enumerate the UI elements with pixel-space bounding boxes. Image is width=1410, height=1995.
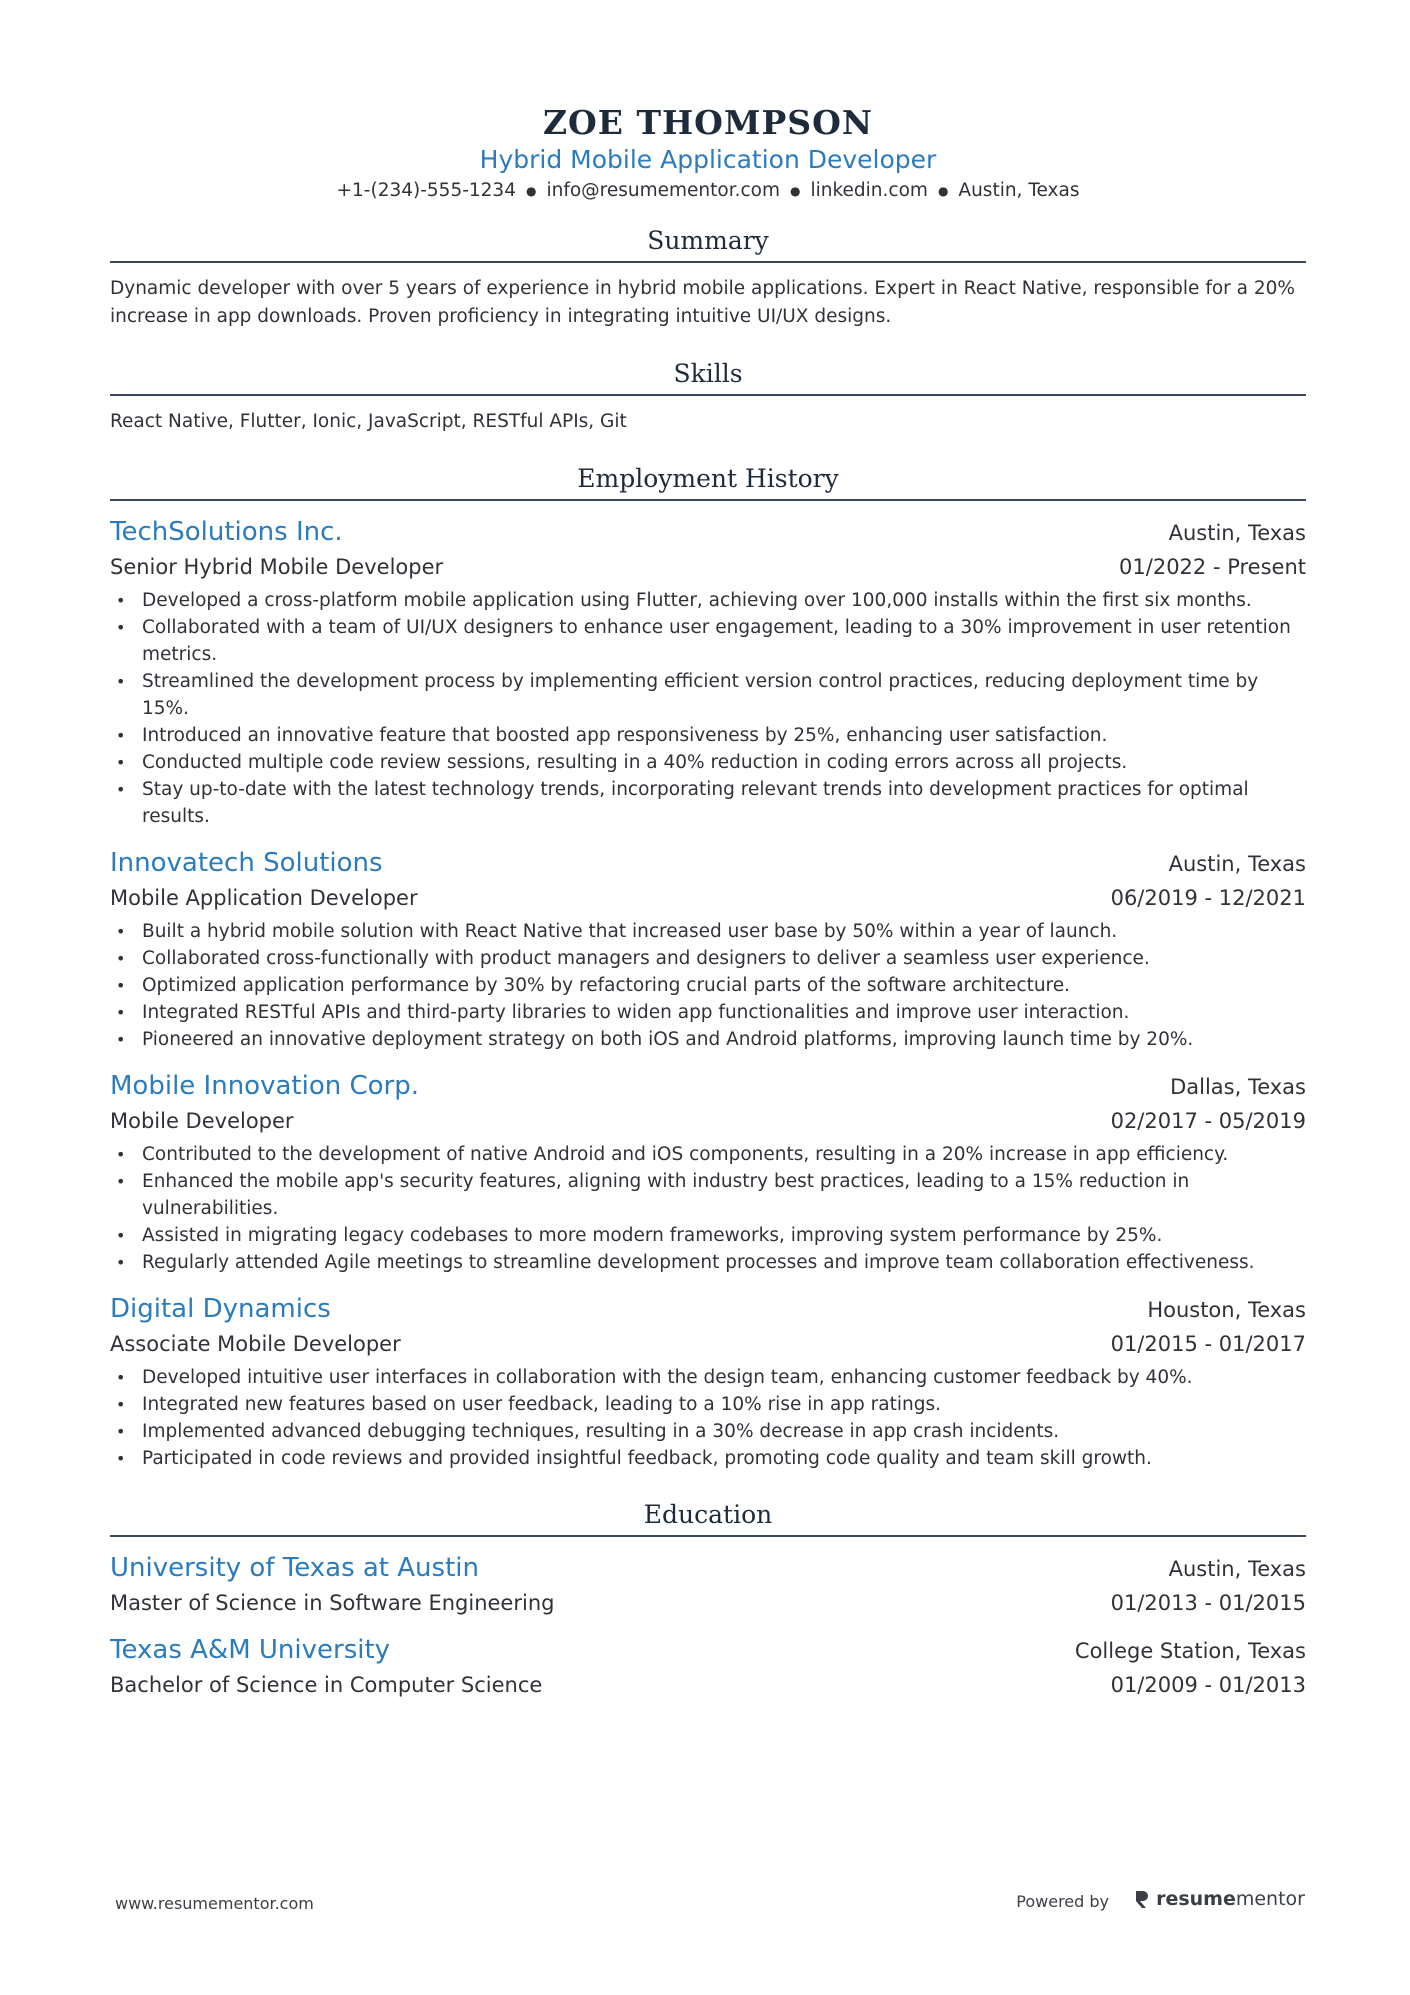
job-subheader <box>110 1328 1306 1360</box>
education-location: Austin, Texas <box>1168 1557 1306 1581</box>
section-heading-text: Education <box>643 1500 773 1529</box>
section-heading-text: Skills <box>673 359 743 388</box>
education-subheader <box>110 1669 1306 1701</box>
contact-linkedin[interactable]: linkedin.com <box>810 180 928 201</box>
education-degree: Bachelor of Science in Computer Science <box>110 1673 543 1697</box>
job-entry <box>110 844 1306 1053</box>
job-header <box>110 513 1306 551</box>
job-bullets <box>110 1141 1306 1276</box>
candidate-name: ZOE THOMPSON <box>542 103 874 142</box>
contact-line <box>110 176 1306 206</box>
brand-light-text: mentor <box>1235 1888 1305 1910</box>
separator-dot-icon: ● <box>937 184 949 198</box>
job-subheader <box>110 882 1306 914</box>
list-item: • Collaborated with a team of UI/UX designers to enhance user engagement, leading to a 30% improvement in user retention metrics. <box>110 614 1306 668</box>
education-dates: 01/2009 - 01/2013 <box>1110 1673 1306 1697</box>
list-item: • Introduced an innovative feature that boosted app responsiveness by 25%, enhancing user satisfaction. <box>110 722 1306 749</box>
section-skills-heading <box>110 359 1306 396</box>
job-entry <box>110 513 1306 830</box>
education-school: Texas A&M University <box>110 1635 391 1665</box>
separator-dot-icon: ● <box>525 184 537 198</box>
job-subheader <box>110 551 1306 583</box>
job-company: Mobile Innovation Corp. <box>110 1071 419 1101</box>
job-header <box>110 1067 1306 1105</box>
list-item: • Integrated new features based on user feedback, leading to a 10% rise in app ratings. <box>110 1391 1306 1418</box>
resume-header <box>110 100 1306 206</box>
job-role: Mobile Developer <box>110 1109 294 1133</box>
footer-site-link[interactable]: www.resumementor.com <box>115 1894 314 1913</box>
education-dates: 01/2013 - 01/2015 <box>1110 1591 1306 1615</box>
list-item: • Built a hybrid mobile solution with React Native that increased user base by 50% within a year of launch. <box>110 918 1306 945</box>
footer-powered-by: Powered by <box>1016 1892 1109 1911</box>
job-entry <box>110 1067 1306 1276</box>
education-entry <box>110 1549 1306 1619</box>
candidate-title: Hybrid Mobile Application Developer <box>479 145 937 174</box>
section-education-heading <box>110 1500 1306 1537</box>
job-location: Houston, Texas <box>1147 1298 1306 1322</box>
list-item: • Conducted multiple code review sessions, resulting in a 40% reduction in coding errors across all projects. <box>110 749 1306 776</box>
education-subheader <box>110 1587 1306 1619</box>
job-subheader <box>110 1105 1306 1137</box>
job-bullets <box>110 918 1306 1053</box>
list-item: • Optimized application performance by 30% by refactoring crucial parts of the software architecture. <box>110 972 1306 999</box>
list-item: • Assisted in migrating legacy codebases to more modern frameworks, improving system performance by 25%. <box>110 1222 1306 1249</box>
job-company: Innovatech Solutions <box>110 848 383 878</box>
education-entry <box>110 1631 1306 1701</box>
list-item: • Implemented advanced debugging techniques, resulting in a 30% decrease in app crash incidents. <box>110 1418 1306 1445</box>
list-item: • Collaborated cross-functionally with product managers and designers to deliver a seamless user experience. <box>110 945 1306 972</box>
education-header <box>110 1631 1306 1669</box>
footer-brand-logo[interactable] <box>1134 1888 1305 1910</box>
job-company: TechSolutions Inc. <box>110 517 343 547</box>
list-item: • Stay up-to-date with the latest technology trends, incorporating relevant trends into development practices for optimal results. <box>110 776 1306 830</box>
education-list <box>110 1549 1306 1701</box>
job-role: Mobile Application Developer <box>110 886 418 910</box>
job-entry <box>110 1290 1306 1472</box>
skills-text: React Native, Flutter, Ionic, JavaScript, RESTful APIs, Git <box>110 411 627 432</box>
contact-location: Austin, Texas <box>958 180 1080 201</box>
job-dates: 01/2015 - 01/2017 <box>1110 1332 1306 1356</box>
job-dates: 06/2019 - 12/2021 <box>1110 886 1306 910</box>
list-item: • Streamlined the development process by implementing efficient version control practices, reducing deployment time by 15%. <box>110 668 1306 722</box>
education-location: College Station, Texas <box>1074 1639 1306 1663</box>
education-header <box>110 1549 1306 1587</box>
resume-content <box>110 100 1306 1701</box>
list-item: • Participated in code reviews and provided insightful feedback, promoting code quality and team skill growth. <box>110 1445 1306 1472</box>
job-location: Austin, Texas <box>1168 521 1306 545</box>
job-location: Austin, Texas <box>1168 852 1306 876</box>
job-bullets <box>110 587 1306 830</box>
list-item: • Developed a cross-platform mobile application using Flutter, achieving over 100,000 installs within the first six months. <box>110 587 1306 614</box>
contact-phone: +1-(234)-555-1234 <box>336 180 516 201</box>
education-degree: Master of Science in Software Engineering <box>110 1591 555 1615</box>
list-item: • Developed intuitive user interfaces in collaboration with the design team, enhancing customer feedback by 40%. <box>110 1364 1306 1391</box>
job-role: Associate Mobile Developer <box>110 1332 401 1356</box>
job-role: Senior Hybrid Mobile Developer <box>110 555 444 579</box>
education-school: University of Texas at Austin <box>110 1553 479 1583</box>
list-item: • Regularly attended Agile meetings to streamline development processes and improve team collaboration effectiveness. <box>110 1249 1306 1276</box>
contact-email[interactable]: info@resumementor.com <box>546 180 780 201</box>
job-bullets <box>110 1364 1306 1472</box>
page-footer <box>115 1888 1305 1918</box>
list-item: • Enhanced the mobile app's security features, aligning with industry best practices, leading to a 15% reduction in vulnerabilities. <box>110 1168 1306 1222</box>
job-dates: 02/2017 - 05/2019 <box>1110 1109 1306 1133</box>
section-heading-text: Summary <box>647 226 769 255</box>
job-header <box>110 844 1306 882</box>
section-summary-heading <box>110 226 1306 263</box>
job-dates: 01/2022 - Present <box>1119 555 1306 579</box>
job-location: Dallas, Texas <box>1170 1075 1306 1099</box>
separator-dot-icon: ● <box>790 184 801 198</box>
section-employment-heading <box>110 464 1306 501</box>
list-item: • Pioneered an innovative deployment strategy on both iOS and Android platforms, improving launch time by 20%. <box>110 1026 1306 1053</box>
job-header <box>110 1290 1306 1328</box>
list-item: • Integrated RESTful APIs and third-party libraries to widen app functionalities and improve user interaction. <box>110 999 1306 1026</box>
summary-text: Dynamic developer with over 5 years of experience in hybrid mobile applications. Expert in React Native, responsible for a 20% increase in app downloads. Proven proficiency in integrating intuitive UI/UX designs. <box>110 278 1295 327</box>
employment-list <box>110 513 1306 1472</box>
job-company: Digital Dynamics <box>110 1294 331 1324</box>
section-heading-text: Employment History <box>577 464 839 493</box>
resumementor-logo-icon <box>1134 1889 1150 1909</box>
brand-bold-text: resume <box>1156 1888 1236 1910</box>
list-item: • Contributed to the development of native Android and iOS components, resulting in a 20% increase in app efficiency. <box>110 1141 1306 1168</box>
